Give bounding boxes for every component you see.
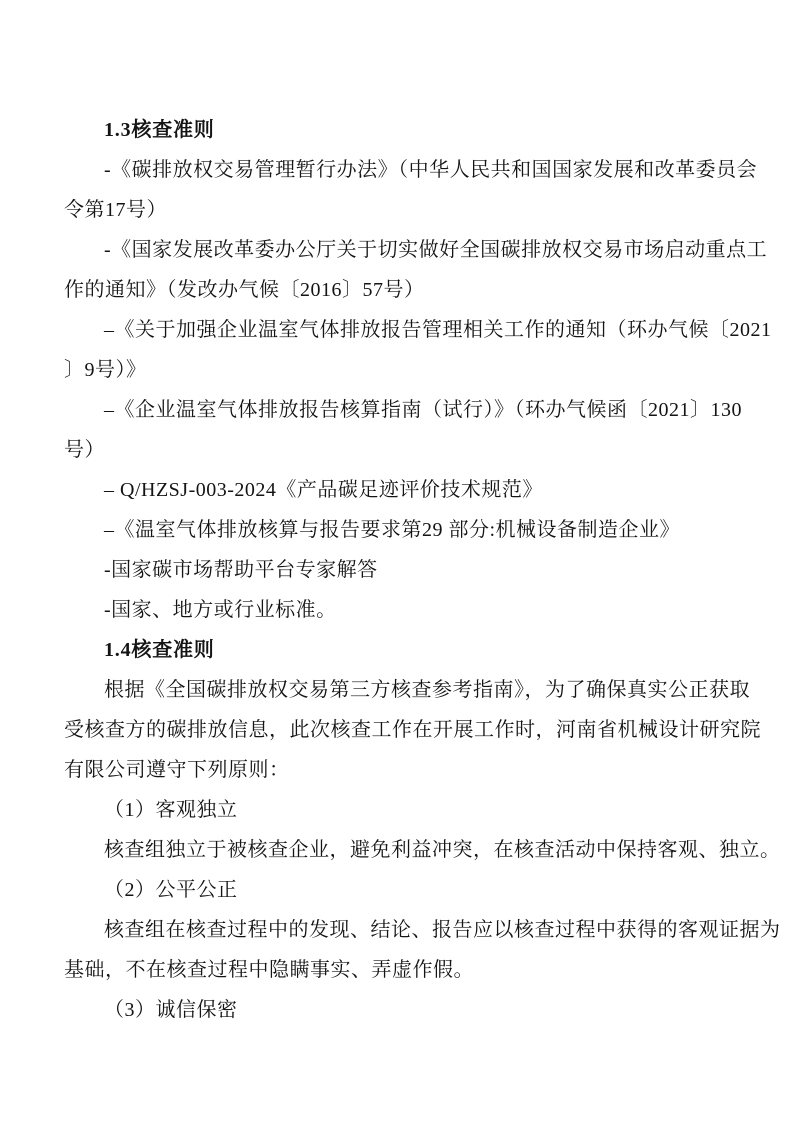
text-line: 〕9号）》 [64, 359, 147, 381]
text-line: 受核查方的碳排放信息，此次核查工作在开展工作时，河南省机械设计研究院 [64, 719, 761, 741]
document-body [64, 110, 781, 1030]
text-line: –《企业温室气体排放报告核算指南（试行）》（环办气候函〔2021〕130 [104, 399, 742, 421]
text-line: -国家、地方或行业标准。 [104, 599, 337, 621]
text-line: -《国家发展改革委办公厅关于切实做好全国碳排放权交易市场启动重点工 [104, 239, 768, 261]
text-line: 有限公司遵守下列原则： [64, 759, 290, 781]
text-line: 号） [64, 439, 105, 461]
section-heading: 1.4核查准则 [104, 639, 215, 661]
text-line: -国家碳市场帮助平台专家解答 [104, 559, 378, 581]
text-line: （2）公平公正 [104, 879, 238, 901]
text-line: 令第17号） [64, 199, 167, 221]
text-line: -《碳排放权交易管理暂行办法》（中华人民共和国国家发展和改革委员会 [104, 159, 758, 181]
text-line: –《温室气体排放核算与报告要求第29 部分:机械设备制造企业》 [104, 519, 681, 541]
text-line: –《关于加强企业温室气体排放报告管理相关工作的通知（环办气候〔2021 [104, 319, 772, 341]
text-line: （1）客观独立 [104, 799, 238, 821]
text-line: （3）诚信保密 [104, 999, 238, 1021]
text-line: 基础，不在核查过程中隐瞒事实、弄虚作假。 [64, 959, 474, 981]
text-line: 核查组独立于被核查企业，避免利益冲突，在核查活动中保持客观、独立。 [104, 839, 781, 861]
text-line: 核查组在核查过程中的发现、结论、报告应以核查过程中获得的客观证据为 [104, 919, 781, 941]
section-heading: 1.3核查准则 [104, 119, 215, 141]
text-line: 作的通知》（发改办气候〔2016〕57号） [64, 279, 425, 301]
text-line: – Q/HZSJ-003-2024《产品碳足迹评价技术规范》 [104, 479, 543, 501]
text-line: 根据《全国碳排放权交易第三方核查参考指南》，为了确保真实公正获取 [104, 679, 750, 701]
